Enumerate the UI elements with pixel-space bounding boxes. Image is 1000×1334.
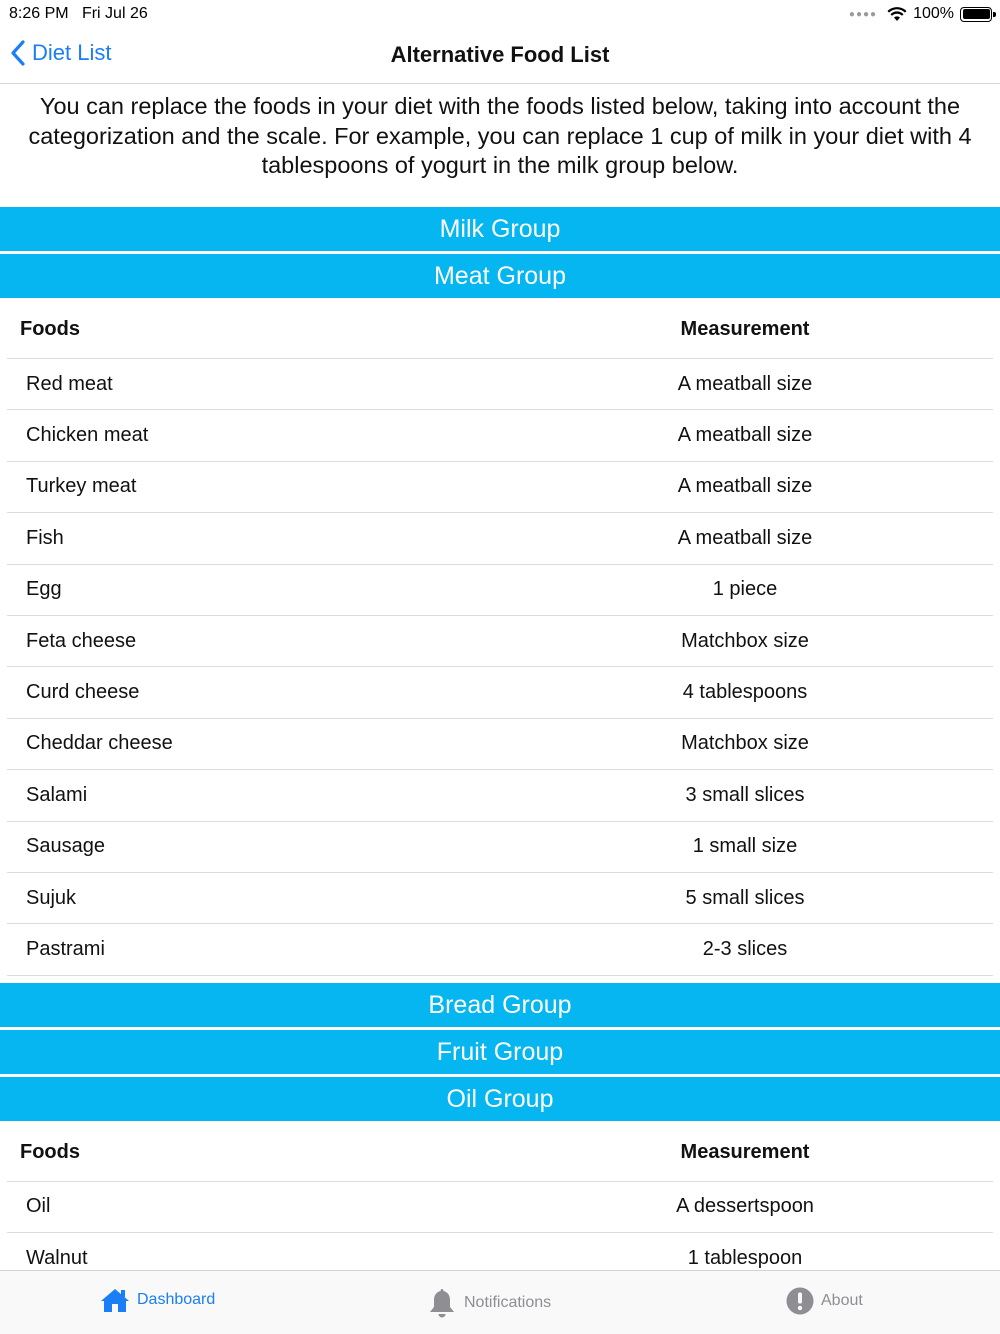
table-row bbox=[7, 565, 993, 616]
battery-percent: 100% bbox=[913, 5, 954, 22]
food-measurement: 2-3 slices bbox=[702, 937, 788, 960]
page-title: Alternative Food List bbox=[390, 42, 610, 67]
measurement-column-header: Measurement bbox=[680, 318, 810, 340]
table-row bbox=[7, 462, 993, 513]
measurement-column-header: Measurement bbox=[680, 1140, 810, 1163]
food-measurement: 1 small size bbox=[692, 835, 798, 858]
food-name: Turkey meat bbox=[26, 475, 137, 498]
exclamation-circle-icon bbox=[786, 1287, 814, 1315]
status-indicators bbox=[849, 5, 992, 23]
table-row bbox=[7, 410, 993, 461]
food-measurement: 5 small slices bbox=[685, 886, 805, 909]
food-name: Sausage bbox=[26, 835, 105, 858]
home-icon bbox=[100, 1287, 130, 1313]
food-name: Fish bbox=[26, 526, 64, 549]
group-header-milk[interactable]: Milk Group bbox=[0, 207, 1000, 251]
table-row bbox=[7, 924, 993, 975]
status-date: Fri Jul 26 bbox=[81, 5, 148, 22]
food-name: Pastrami bbox=[26, 937, 105, 960]
table-header bbox=[7, 301, 993, 359]
oil-table bbox=[7, 1124, 993, 1285]
food-name: Egg bbox=[26, 578, 62, 601]
tab-about-label: About bbox=[821, 1292, 863, 1309]
signal-icon: ●●●● bbox=[848, 8, 878, 20]
back-button-label: Diet List bbox=[32, 40, 112, 65]
table-row bbox=[7, 770, 993, 821]
food-name: Red meat bbox=[26, 372, 113, 395]
table-row bbox=[7, 359, 993, 410]
food-measurement: A dessertspoon bbox=[676, 1195, 814, 1218]
tab-notifications[interactable] bbox=[427, 1287, 551, 1319]
status-clock: 8:26 PM bbox=[9, 5, 69, 22]
food-measurement: 1 tablespoon bbox=[687, 1246, 803, 1269]
tab-dashboard[interactable] bbox=[100, 1287, 215, 1313]
table-row bbox=[7, 719, 993, 770]
table-row bbox=[7, 616, 993, 667]
food-measurement: A meatball size bbox=[677, 526, 813, 549]
group-header-oil[interactable]: Oil Group bbox=[0, 1077, 1000, 1121]
meat-table bbox=[7, 301, 993, 976]
food-name: Feta cheese bbox=[26, 629, 137, 652]
food-measurement: 3 small slices bbox=[685, 783, 805, 806]
food-group-list bbox=[0, 207, 1000, 1284]
food-name: Cheddar cheese bbox=[26, 732, 173, 755]
food-name: Chicken meat bbox=[26, 424, 149, 447]
tab-bar bbox=[0, 1270, 1000, 1334]
navigation-bar bbox=[0, 28, 1000, 84]
tab-about[interactable] bbox=[786, 1287, 863, 1315]
battery-icon bbox=[960, 7, 992, 22]
foods-column-header: Foods bbox=[20, 1140, 80, 1163]
food-measurement: Matchbox size bbox=[681, 629, 809, 652]
table-row bbox=[7, 513, 993, 564]
table-header bbox=[7, 1124, 993, 1182]
table-row bbox=[7, 822, 993, 873]
table-row bbox=[7, 873, 993, 924]
intro-text: You can replace the foods in your diet with the foods listed below, taking into account the categorization and the scale. For example, you can replace 1 cup of milk in your diet with 4 tablespoons of yogurt in the milk group below. bbox=[28, 93, 972, 178]
food-name: Sujuk bbox=[26, 886, 77, 909]
bell-icon bbox=[427, 1287, 457, 1319]
food-name: Salami bbox=[26, 783, 88, 806]
tab-notifications-label: Notifications bbox=[464, 1294, 552, 1311]
food-name: Oil bbox=[26, 1195, 51, 1218]
wifi-icon bbox=[887, 7, 907, 22]
group-header-bread[interactable]: Bread Group bbox=[0, 983, 1000, 1027]
tab-dashboard-label: Dashboard bbox=[137, 1291, 216, 1308]
food-measurement: A meatball size bbox=[677, 424, 813, 447]
food-measurement: Matchbox size bbox=[681, 732, 809, 755]
table-row bbox=[7, 667, 993, 718]
status-bar bbox=[0, 0, 1000, 28]
food-measurement: 4 tablespoons bbox=[682, 681, 808, 704]
table-row bbox=[7, 1182, 993, 1233]
food-name: Curd cheese bbox=[26, 681, 140, 704]
status-time bbox=[9, 5, 148, 23]
food-measurement: A meatball size bbox=[677, 372, 813, 395]
food-measurement: A meatball size bbox=[677, 475, 813, 498]
food-measurement: 1 piece bbox=[712, 578, 778, 601]
group-header-fruit[interactable]: Fruit Group bbox=[0, 1030, 1000, 1074]
food-name: Walnut bbox=[26, 1246, 88, 1269]
foods-column-header: Foods bbox=[20, 318, 80, 340]
group-header-meat[interactable]: Meat Group bbox=[0, 254, 1000, 298]
